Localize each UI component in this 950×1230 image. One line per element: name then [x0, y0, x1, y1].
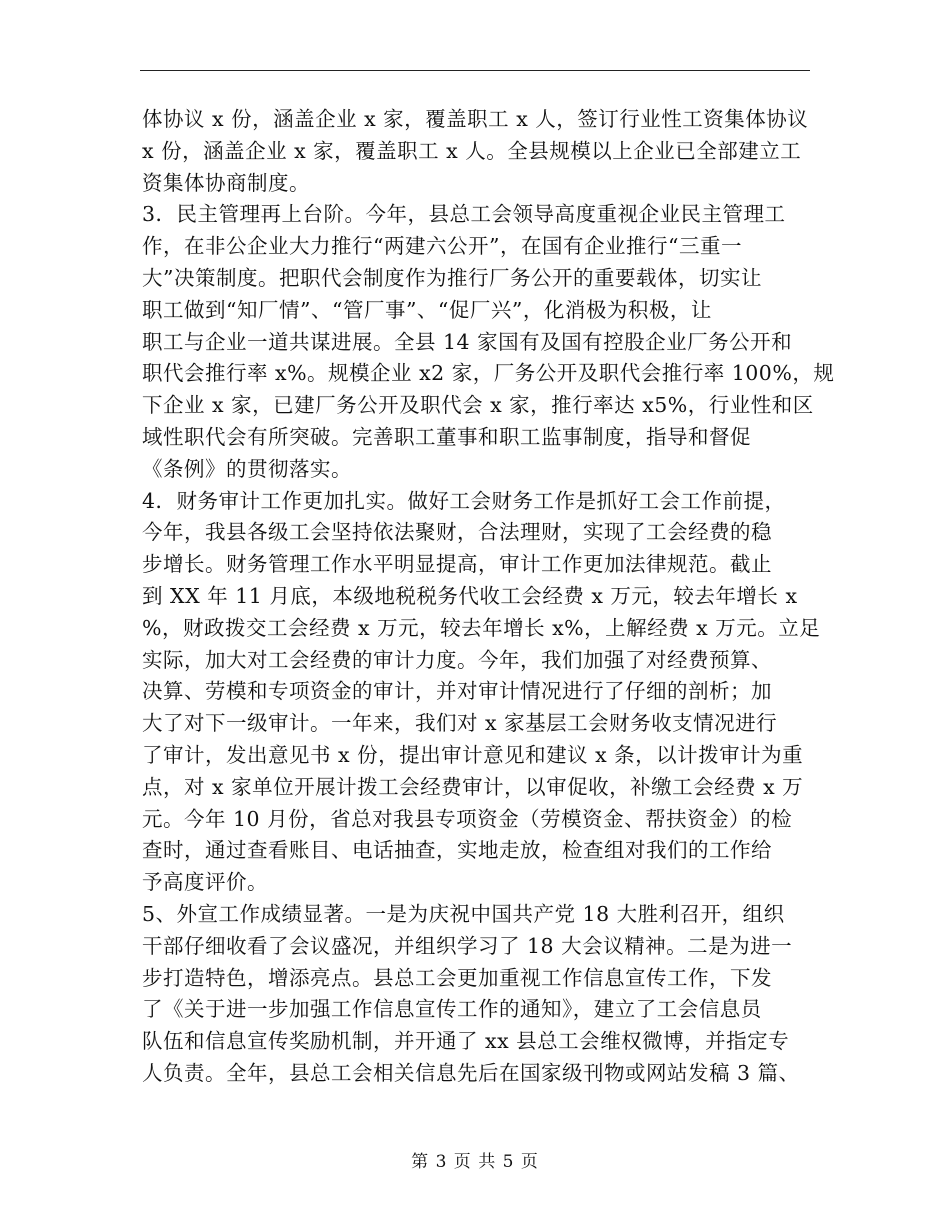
- text-line: %，财政拨交工会经费 x 万元，较去年增长 x%，上解经费 x 万元。立足: [142, 615, 821, 640]
- text-line: 了《关于进一步加强工作信息宣传工作的通知》，建立了工会信息员: [142, 997, 762, 1022]
- text-line: 体协议 x 份，涵盖企业 x 家，覆盖职工 x 人，签订行业性工资集体协议: [142, 107, 809, 131]
- page-number-footer: 第 3 页 共 5 页: [411, 1152, 539, 1172]
- text-line: 资集体协商制度。: [142, 170, 310, 195]
- text-line: 大了对下一级审计。一年来，我们对 x 家基层工会财务收支情况进行: [142, 711, 778, 736]
- text-line: 了审计，发出意见书 x 份，提出审计意见和建议 x 条，以计拨审计为重: [142, 742, 804, 767]
- text-line: x 份，涵盖企业 x 家，覆盖职工 x 人。全县规模以上企业已全部建立工: [142, 138, 802, 163]
- text-line: 域性职代会有所突破。完善职工董事和职工监事制度，指导和督促: [142, 424, 751, 449]
- text-line: 《条例》的贯彻落实。: [142, 456, 352, 481]
- text-line: 作，在非公企业大力推行“两建六公开”，在国有企业推行“三重一: [142, 234, 742, 259]
- text-line: 队伍和信息宣传奖励机制，并开通了 xx 县总工会维权微博，并指定专: [142, 1029, 790, 1054]
- text-line: 职工做到“知厂情”、“管厂事”、“促厂兴”，化消极为积极，让: [142, 297, 712, 322]
- text-line: 点，对 x 家单位开展计拨工会经费审计，以审促收，补缴工会经费 x 万: [142, 774, 804, 799]
- text-line: 干部仔细收看了会议盛况，并组织学习了 18 大会议精神。二是为进一: [142, 933, 793, 958]
- text-line: 实际，加大对工会经费的审计力度。今年，我们加强了对经费预算、: [142, 647, 772, 672]
- document-body: [142, 104, 835, 1090]
- text-line: 予高度评价。: [142, 870, 268, 895]
- text-line: 步打造特色，增添亮点。县总工会更加重视工作信息宣传工作，下发: [142, 965, 772, 990]
- text-line: 决算、劳模和专项资金的审计，并对审计情况进行了仔细的剖析；加: [142, 679, 772, 704]
- text-line: 元。今年 10 月份，省总对我县专项资金（劳模资金、帮扶资金）的检: [142, 806, 793, 831]
- text-line: 查时，通过查看账目、电话抽查，实地走放，检查组对我们的工作给: [142, 838, 772, 863]
- section-5-heading-line: 5、外宣工作成绩显著。一是为庆祝中国共产党 18 大胜利召开，组织: [142, 901, 785, 926]
- text-line: 职代会推行率 x%。规模企业 x2 家，厂务公开及职代会推行率 100%，规: [142, 361, 835, 386]
- text-line: 大”决策制度。把职代会制度作为推行厂务公开的重要载体，切实让: [142, 265, 762, 290]
- section-4-heading-line: 4．财务审计工作更加扎实。做好工会财务工作是抓好工会工作前提，: [142, 488, 786, 513]
- text-line: 今年，我县各级工会坚持依法聚财，合法理财，实现了工会经费的稳: [142, 520, 772, 545]
- text-line: 步增长。财务管理工作水平明显提高，审计工作更加法律规范。截止: [142, 552, 772, 577]
- text-line: 下企业 x 家，已建厂务公开及职代会 x 家，推行率达 x5%，行业性和区: [142, 393, 814, 418]
- text-line: 职工与企业一道共谋进展。全县 14 家国有及国有控股企业厂务公开和: [142, 329, 793, 354]
- section-3-heading-line: 3．民主管理再上台阶。今年，县总工会领导高度重视企业民主管理工: [142, 202, 786, 227]
- header-rule: [140, 70, 810, 71]
- text-line: 人负责。全年，县总工会相关信息先后在国家级刊物或网站发稿 3 篇、: [142, 1060, 800, 1085]
- text-line: 到 XX 年 11 月底，本级地税税务代收工会经费 x 万元，较去年增长 x: [142, 583, 798, 608]
